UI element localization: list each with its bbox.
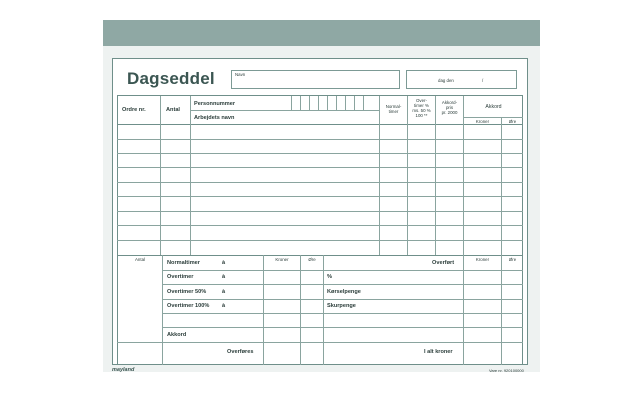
pn-tick [300, 96, 301, 110]
row-line [162, 270, 523, 271]
sum-ore-right: Øre [508, 257, 517, 262]
row-line [117, 196, 523, 197]
brand-logo: mayland [112, 367, 135, 373]
label-korselpenge: Kørselpenge [327, 289, 361, 295]
pn-tick [345, 96, 346, 110]
sum-kroner-left: Kroner [275, 257, 289, 262]
label-overfort: Overført [432, 260, 455, 266]
label-akkord: Akkord [167, 332, 187, 338]
akkord-split-rule [463, 117, 523, 118]
row-line [117, 167, 523, 168]
row-line [117, 139, 523, 140]
at-1: à [222, 260, 226, 266]
row-line [117, 182, 523, 183]
col-line [160, 96, 161, 255]
row-line [162, 299, 523, 300]
label-normaltimer: Normaltimer [167, 260, 200, 266]
row-line [117, 240, 523, 241]
name-label: Navn [235, 72, 246, 77]
label-overfores: Overføres [227, 349, 254, 355]
col-normaltimer: Normal- timer [385, 104, 402, 114]
date-field[interactable] [406, 70, 517, 89]
at-2: à [222, 274, 226, 280]
row-line [162, 284, 523, 285]
label-skurpenge: Skurpenge [327, 303, 356, 309]
col-overtimer: Over- timer % ms. 50 % 100 ** [412, 98, 431, 118]
date-label: dag den [438, 78, 454, 83]
personnummer-rule [190, 110, 379, 111]
col-line [162, 255, 163, 365]
label-overtimer: Overtimer [167, 274, 194, 280]
col-ore: Øre [508, 119, 517, 124]
label-percent: % [327, 274, 332, 280]
col-line [463, 255, 464, 365]
col-line [323, 255, 324, 365]
form-title: Dagseddel [127, 69, 215, 88]
col-line [501, 255, 502, 365]
date-separator: / [482, 78, 484, 83]
col-personnummer: Personnummer [194, 101, 236, 107]
at-3: à [222, 289, 226, 295]
sum-ore-left: Øre [308, 257, 316, 262]
pn-tick [336, 96, 337, 110]
col-akkordpris: Akkord- pris pr. 2000 [441, 100, 458, 115]
label-overtimer-50: Overtimer 50% [167, 289, 207, 295]
col-line [263, 255, 264, 365]
col-line [407, 96, 408, 255]
pn-tick [327, 96, 328, 110]
row-line [117, 153, 523, 154]
row-line [117, 342, 523, 343]
col-line [435, 96, 436, 255]
row-line [117, 211, 523, 212]
name-field[interactable] [231, 70, 400, 89]
pn-tick [354, 96, 355, 110]
sum-antal: Antal [134, 257, 145, 262]
col-line [300, 255, 301, 365]
col-antal: Antal [166, 107, 180, 113]
sum-kroner-right: Kroner [475, 257, 490, 262]
col-line [379, 96, 380, 255]
row-line [162, 313, 523, 314]
col-arbejdet: Arbejdets navn [194, 115, 235, 121]
col-line [501, 117, 502, 255]
col-line [190, 96, 191, 255]
row-line [162, 327, 523, 328]
pn-tick [318, 96, 319, 110]
pn-tick [291, 96, 292, 110]
row-line [117, 225, 523, 226]
label-ialt: I alt kroner [424, 349, 453, 355]
item-number: Vare nr. 920100000 [489, 368, 524, 373]
top-color-band [103, 20, 540, 46]
at-4: à [222, 303, 226, 309]
pn-tick [363, 96, 364, 110]
col-ordre: Ordre nr. [122, 107, 146, 113]
col-kroner: Kroner [475, 119, 490, 124]
col-akkord: Akkord [485, 104, 502, 110]
pn-tick [309, 96, 310, 110]
label-overtimer-100: Overtimer 100% [167, 303, 210, 309]
